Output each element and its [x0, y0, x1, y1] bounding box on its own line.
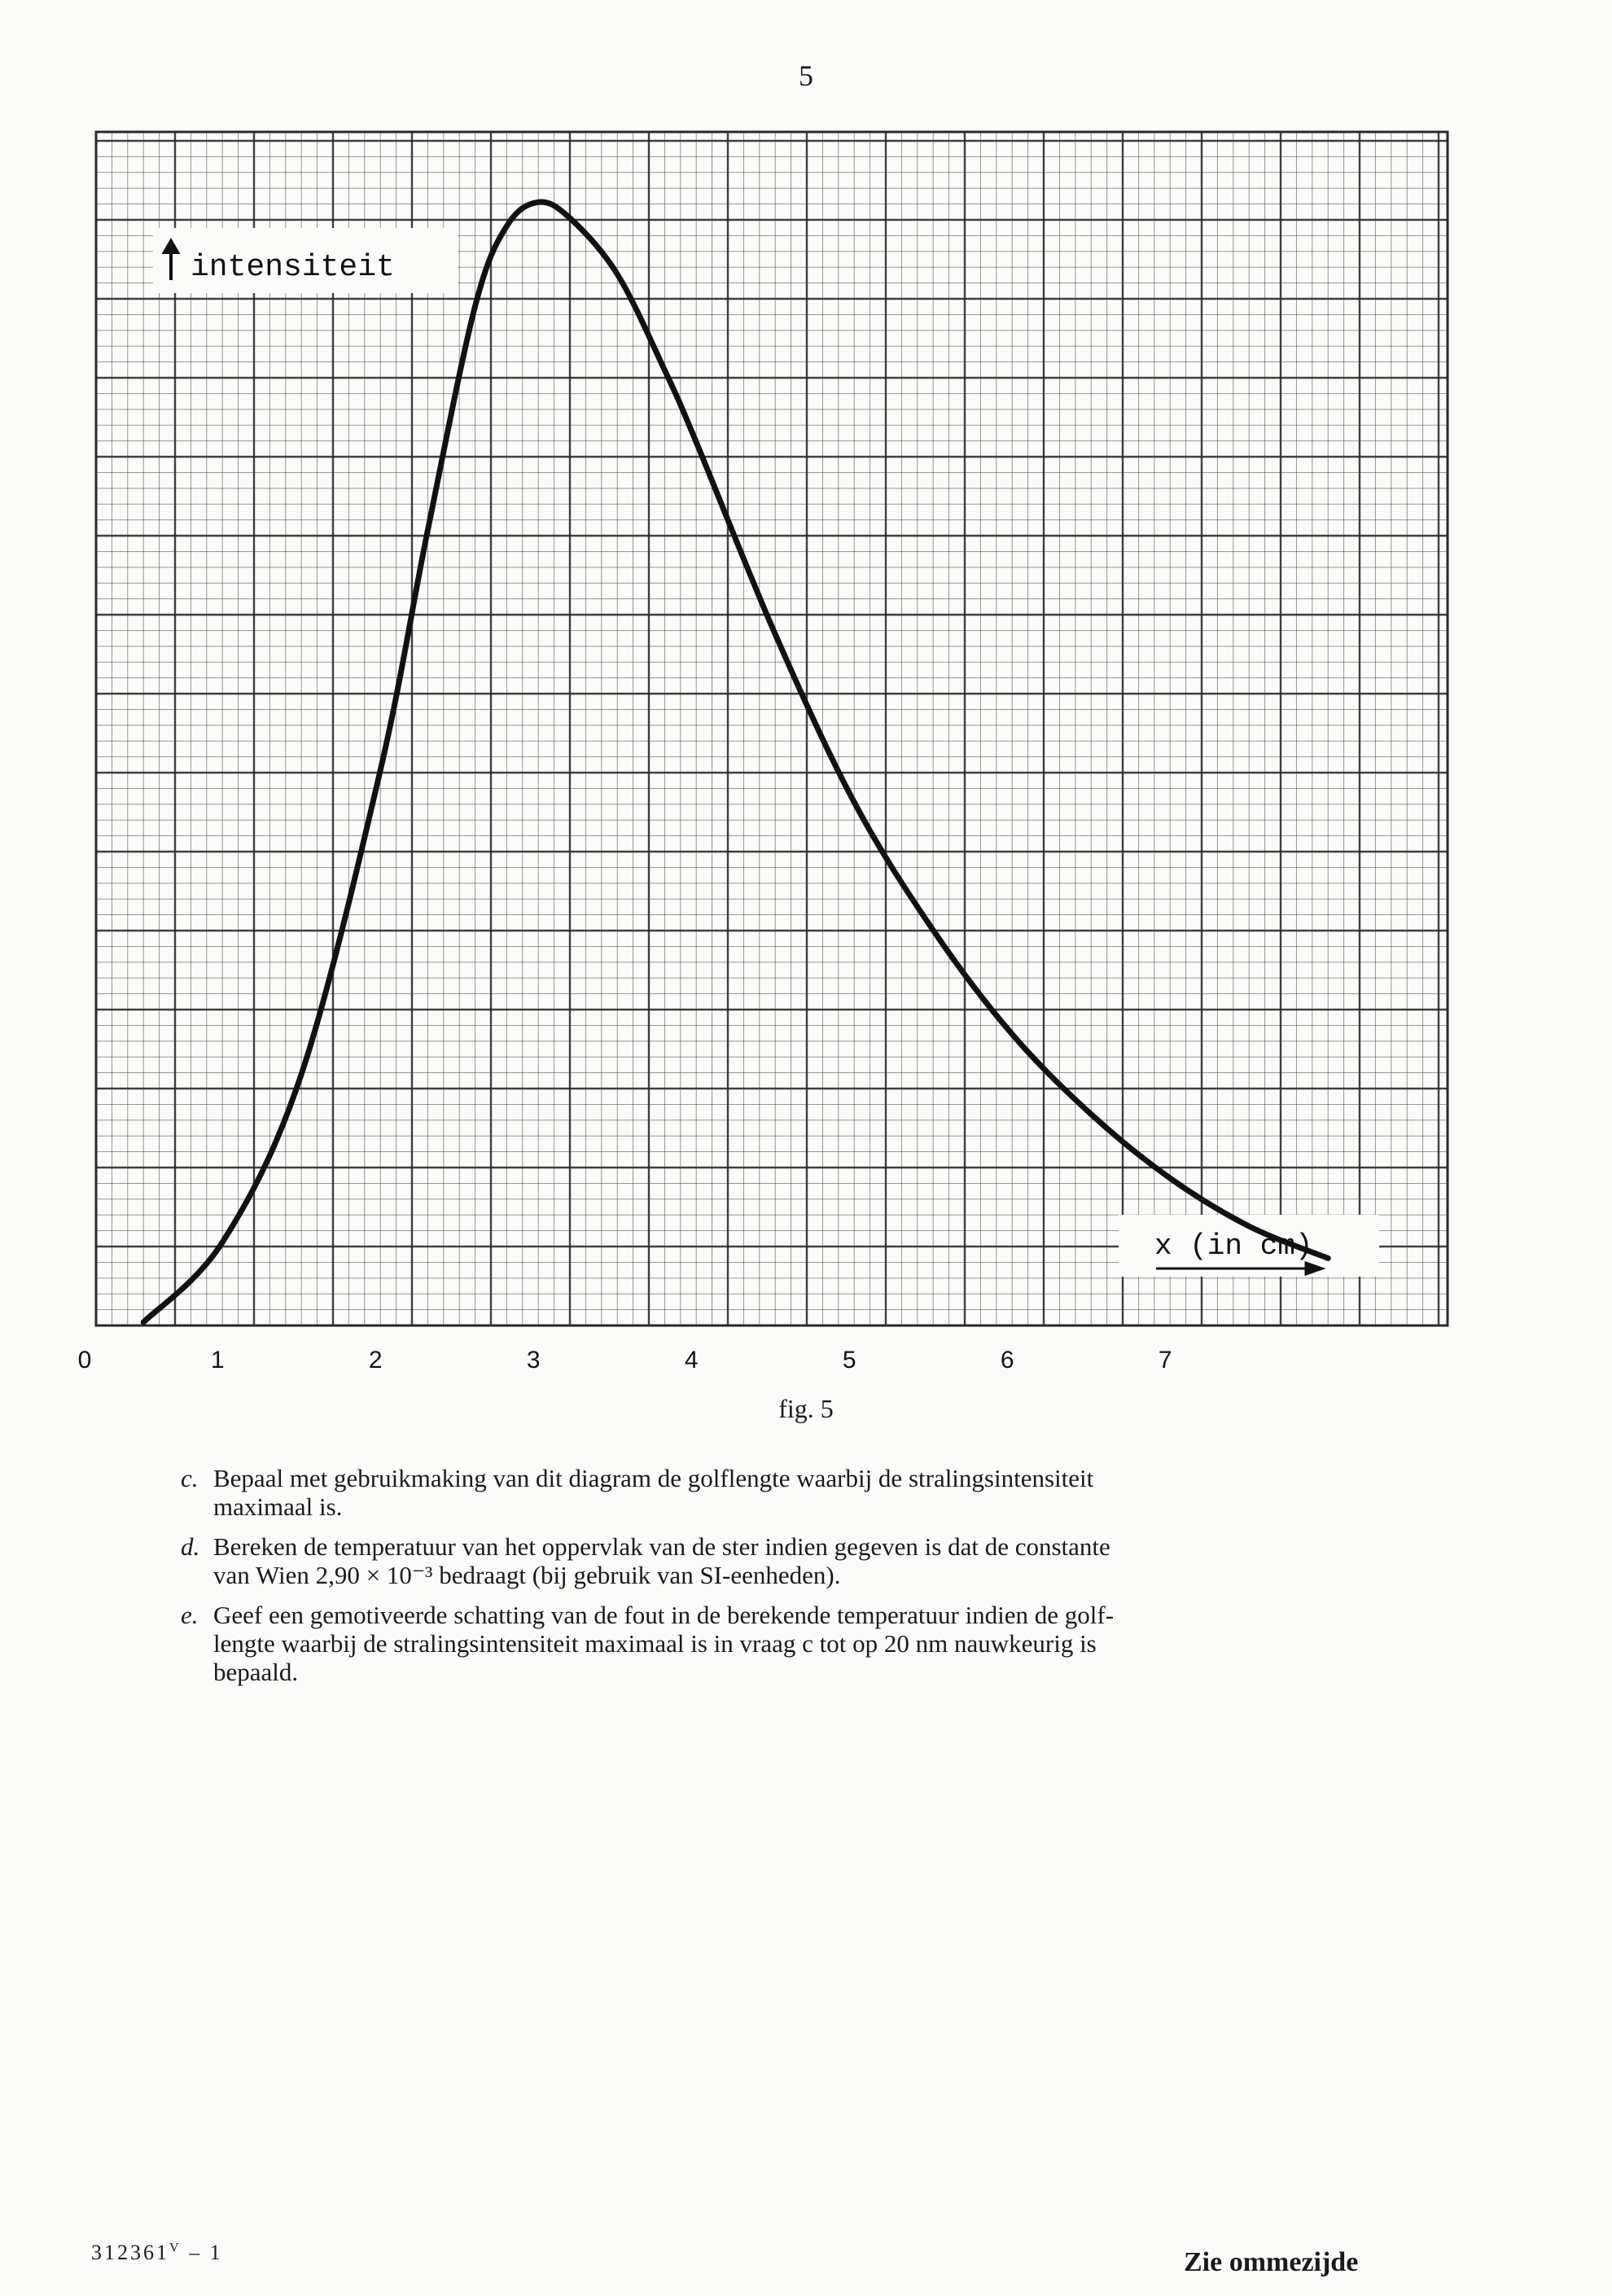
- x-tick-label: 1: [210, 1347, 225, 1374]
- x-tick-label: 5: [842, 1347, 856, 1374]
- x-axis-label: x (in cm): [1154, 1229, 1313, 1263]
- x-tick-label: 6: [1000, 1347, 1014, 1374]
- question-letter: c.: [181, 1464, 199, 1492]
- x-tick-label: 4: [684, 1347, 699, 1374]
- question-d: [181, 1532, 1353, 1589]
- x-tick-label: 7: [1158, 1347, 1172, 1374]
- exam-code-suffix: – 1: [189, 2241, 223, 2264]
- y-axis-label-box: [153, 228, 458, 293]
- see-reverse-note: Zie ommezijde: [1184, 2247, 1359, 2277]
- x-tick-label: 2: [368, 1347, 383, 1374]
- figure-caption: fig. 5: [778, 1394, 834, 1423]
- question-letter: d.: [181, 1532, 200, 1561]
- question-c: [181, 1464, 1353, 1521]
- question-letter: e.: [181, 1601, 199, 1629]
- page-number: 5: [799, 59, 813, 92]
- question-text: Bereken de temperatuur van het oppervlak van de ster indien gegeven is dat de constante van Wien 2,90 × 10⁻³ bedraagt (bij gebruik van SI-eenheden).: [213, 1532, 1110, 1589]
- intensity-curve: [143, 202, 1328, 1322]
- question-text: Bepaal met gebruikmaking van dit diagram de golflengte waarbij de stralingsintensiteit maximaal is.: [213, 1464, 1094, 1521]
- question-text: Geef een gemotiveerde schatting van de fout in de berekende temperatuur indien de golf- lengte waarbij de stralingsintensiteit maximaal is in vraag c tot op 20 nm nauwkeurig is bepaald.: [213, 1601, 1115, 1686]
- x-tick-labels: [78, 1347, 1172, 1374]
- question-list: [181, 1464, 1353, 1698]
- x-tick-label: 3: [526, 1347, 541, 1374]
- exam-code-sup: V: [169, 2241, 182, 2255]
- graph-paper-grid: [96, 132, 1448, 1325]
- question-e: [181, 1601, 1353, 1686]
- exam-code-main: 312361: [91, 2241, 169, 2264]
- y-axis-label: intensiteit: [191, 250, 395, 285]
- x-tick-label: 0: [77, 1347, 92, 1374]
- exam-code: [91, 2241, 223, 2265]
